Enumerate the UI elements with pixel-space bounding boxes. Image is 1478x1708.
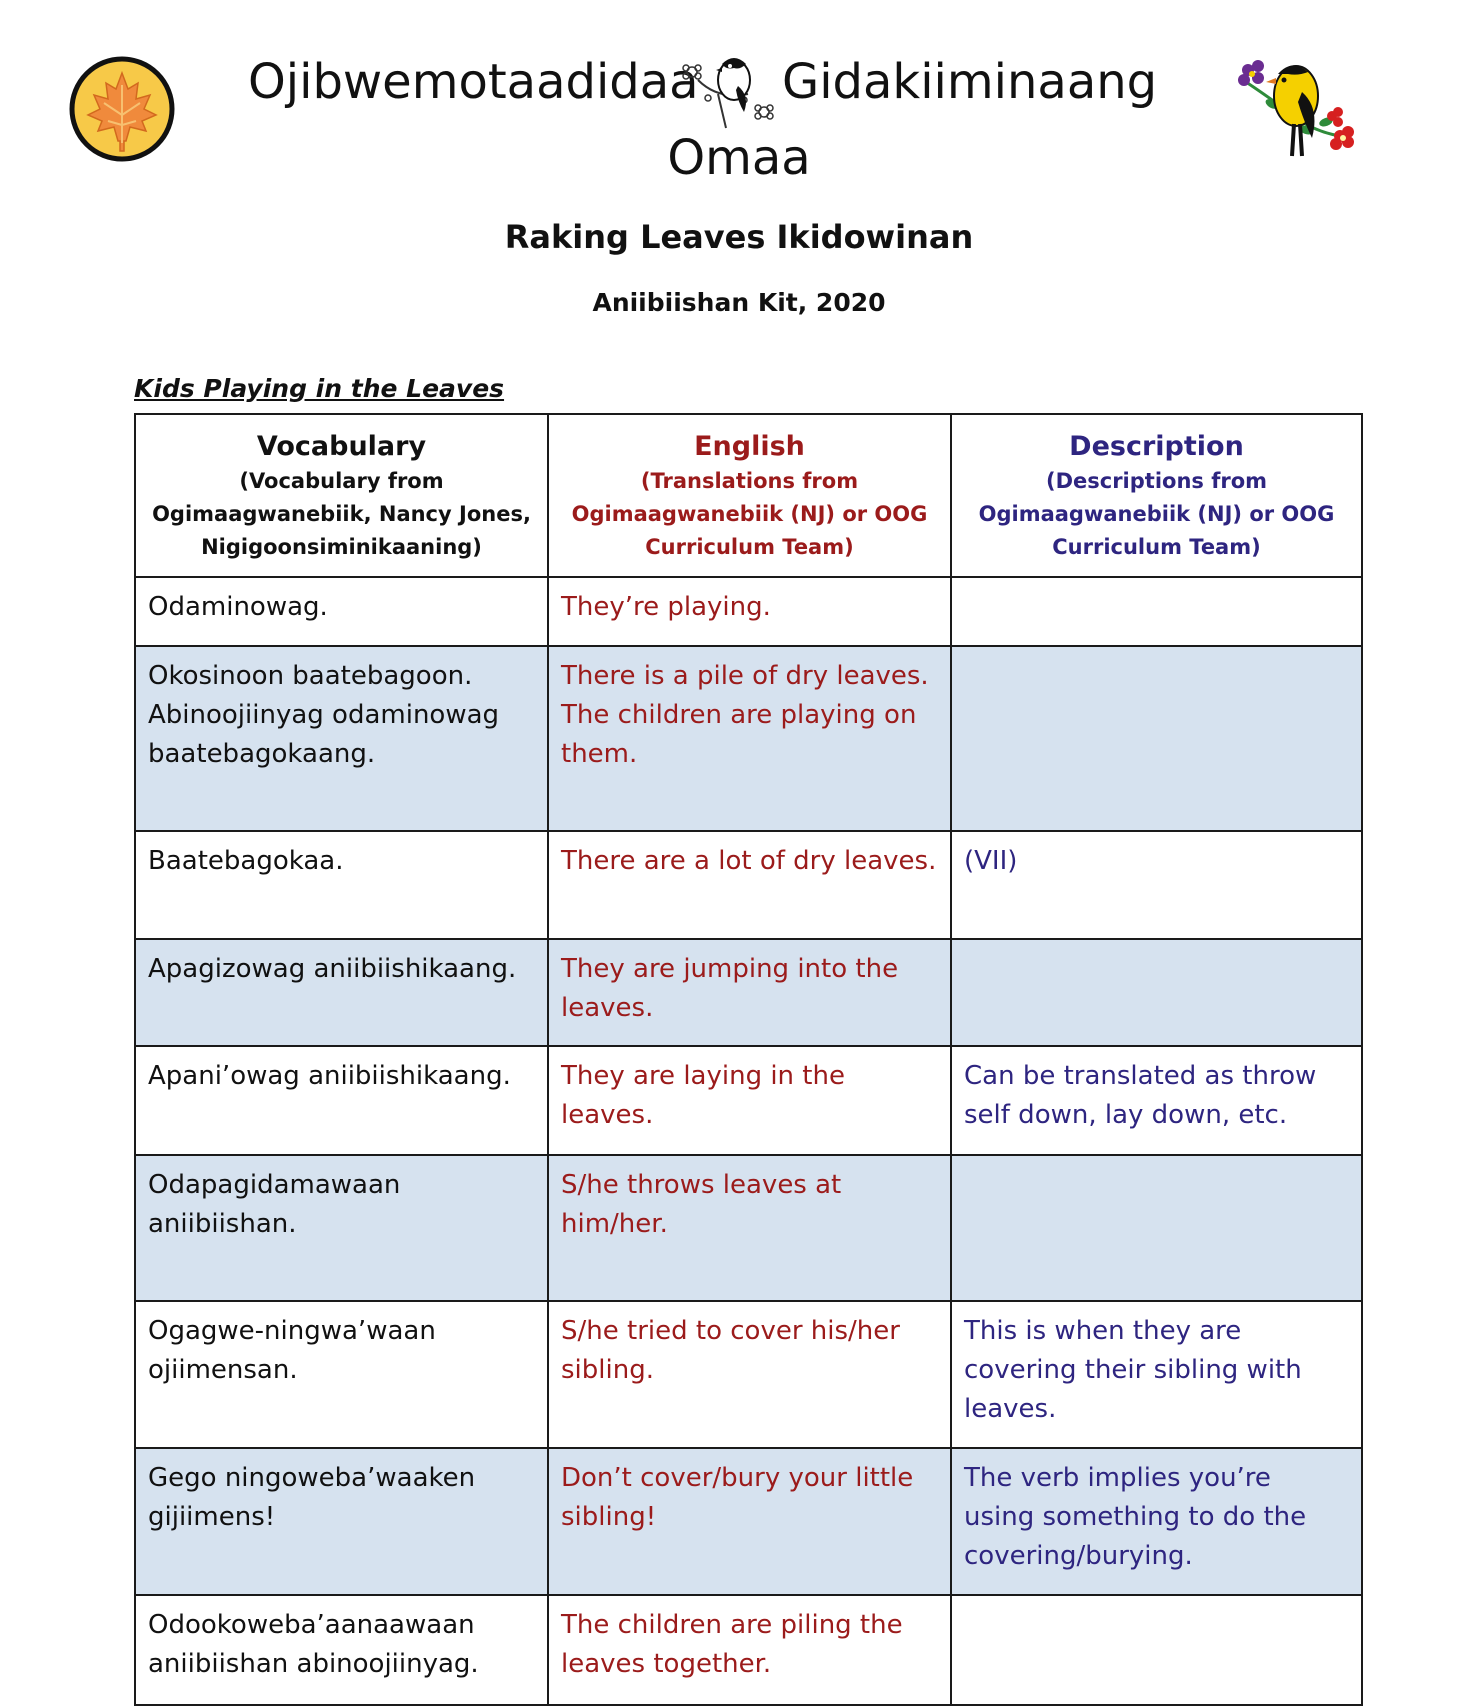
- table-row: [135, 1046, 1362, 1155]
- english-cell: They are laying in the leaves.: [548, 1046, 951, 1155]
- header-description: [951, 414, 1362, 577]
- vocab-cell: Odookoweba’aanaawaan aniibiishan abinoojiinyag.: [135, 1595, 548, 1705]
- table-row: [135, 1595, 1362, 1705]
- english-cell: They’re playing.: [548, 577, 951, 646]
- description-cell: The verb implies you’re using something to do the covering/burying.: [951, 1448, 1362, 1595]
- english-cell: There is a pile of dry leaves. The children are playing on them.: [548, 646, 951, 831]
- document-subtitle: Aniibiishan Kit, 2020: [592, 288, 886, 317]
- table-row: [135, 577, 1362, 646]
- header-description-source: (Descriptions from Ogimaagwanebiik (NJ) or OOG Curriculum Team): [978, 469, 1335, 559]
- title-left-word: Ojibwemotaadidaa: [248, 54, 699, 110]
- table-row: [135, 1301, 1362, 1448]
- description-cell: [951, 1595, 1362, 1705]
- description-cell: Can be translated as throw self down, lay down, etc.: [951, 1046, 1362, 1155]
- chickadee-icon: [678, 50, 782, 130]
- vocab-cell: Apani’owag aniibiishikaang.: [135, 1046, 548, 1155]
- vocab-cell: Okosinoon baatebagoon. Abinoojiinyag odaminowag baatebagokaang.: [135, 646, 548, 831]
- page-title-line2: Omaa: [667, 130, 811, 186]
- document-title: Raking Leaves Ikidowinan: [504, 218, 974, 256]
- header-english-title: English: [694, 431, 805, 462]
- table-row: [135, 646, 1362, 831]
- vocab-cell: Baatebagokaa.: [135, 831, 548, 939]
- vocab-cell: Ogagwe-ningwa’waan ojiimensan.: [135, 1301, 548, 1448]
- vocabulary-table: [134, 413, 1363, 1706]
- description-cell: (VII): [951, 831, 1362, 939]
- header-english: [548, 414, 951, 577]
- description-cell: [951, 1155, 1362, 1301]
- goldfinch-icon: [1236, 52, 1360, 170]
- table-row: [135, 1155, 1362, 1301]
- table-row: [135, 939, 1362, 1046]
- table-row: [135, 1448, 1362, 1595]
- vocab-cell: Apagizowag aniibiishikaang.: [135, 939, 548, 1046]
- table-header-row: [135, 414, 1362, 577]
- page-title-line1: [230, 50, 1158, 120]
- header-vocabulary: [135, 414, 548, 577]
- section-heading: Kids Playing in the Leaves: [134, 374, 505, 403]
- title-right-word: Gidakiiminaang: [782, 54, 1158, 110]
- description-cell: [951, 939, 1362, 1046]
- goldfinch-logo: [1236, 52, 1360, 170]
- header-description-title: Description: [1069, 431, 1244, 462]
- header-vocabulary-source: (Vocabulary from Ogimaagwanebiik, Nancy Jones, Nigigoonsiminikaaning): [152, 469, 531, 559]
- vocab-cell: Gego ningoweba’waaken gijiimens!: [135, 1448, 548, 1595]
- english-cell: The children are piling the leaves together.: [548, 1595, 951, 1705]
- description-cell: [951, 646, 1362, 831]
- english-cell: They are jumping into the leaves.: [548, 939, 951, 1046]
- vocab-cell: Odaminowag.: [135, 577, 548, 646]
- header-vocabulary-title: Vocabulary: [256, 431, 427, 462]
- english-cell: Don’t cover/bury your little sibling!: [548, 1448, 951, 1595]
- header-english-source: (Translations from Ogimaagwanebiik (NJ) or OOG Curriculum Team): [571, 469, 928, 559]
- english-cell: S/he tried to cover his/her sibling.: [548, 1301, 951, 1448]
- table-row: [135, 831, 1362, 939]
- vocab-cell: Odapagidamawaan aniibiishan.: [135, 1155, 548, 1301]
- english-cell: S/he throws leaves at him/her.: [548, 1155, 951, 1301]
- description-cell: This is when they are covering their sibling with leaves.: [951, 1301, 1362, 1448]
- english-cell: There are a lot of dry leaves.: [548, 831, 951, 939]
- description-cell: [951, 577, 1362, 646]
